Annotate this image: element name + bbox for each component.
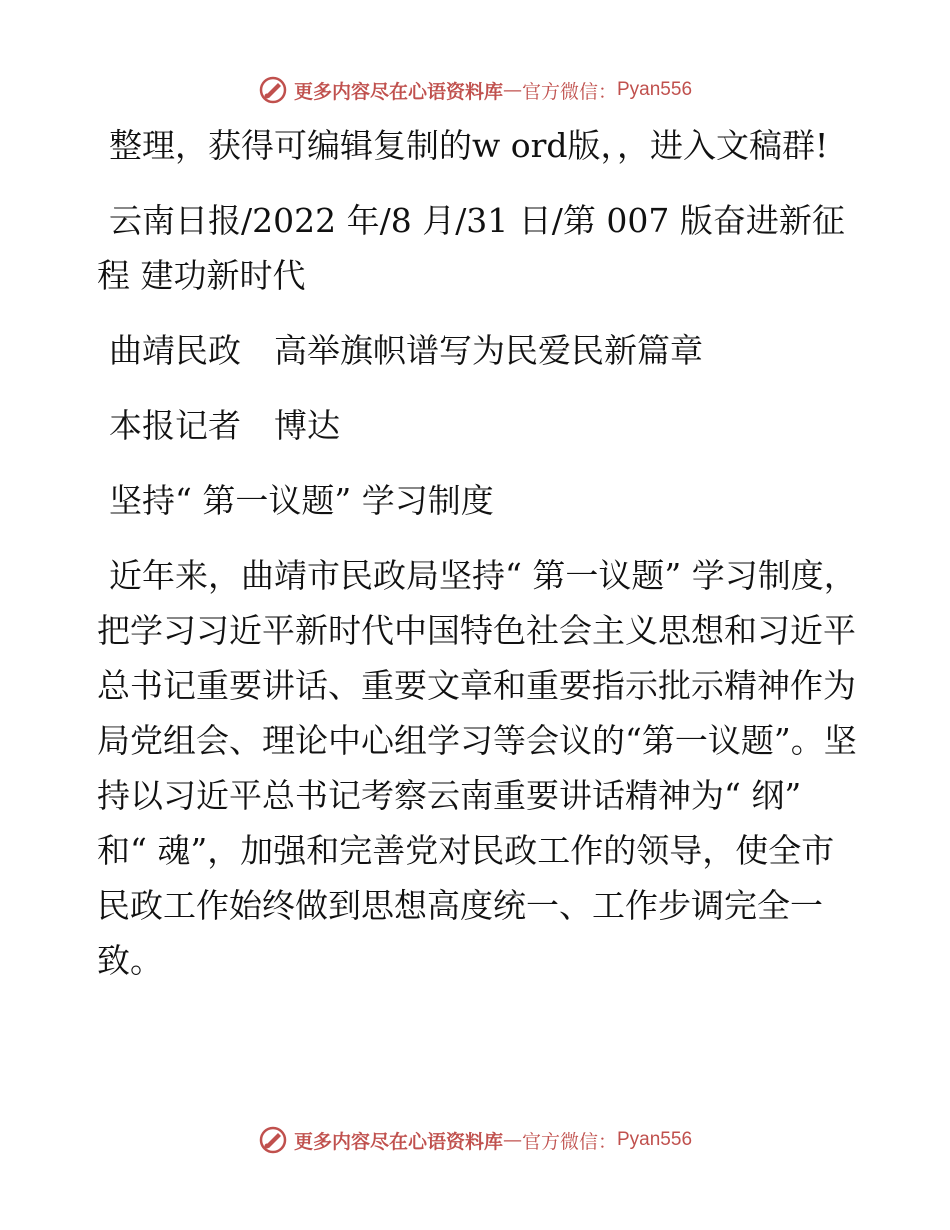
paragraph-body: 近年来，曲靖市民政局坚持“ 第一议题” 学习制度，把学习习近平新时代中国特色社会主义思想和习近平总书记重要讲话、重要文章和重要指示批示精神作为局党组会、理论中心组学习等会议的“第一议题”。坚持以习近平总书记考察云南重要讲话精神为“ 纲” 和“ 魂”，加强和完善党对民政工作的领导，使全市民政工作始终做到思想高度统一、工作步调完全一致。 [97, 556, 857, 980]
brush-logo-icon [258, 75, 288, 105]
brush-logo-icon [258, 1125, 288, 1155]
section-heading: 坚持“ 第一议题” 学习制度 [109, 481, 494, 520]
banner-separator: — [502, 1129, 522, 1151]
banner-main-text: 更多内容尽在心语资料库 [293, 80, 503, 103]
banner-separator: — [502, 79, 522, 101]
header-watermark-banner [0, 68, 950, 112]
footer-watermark-banner [0, 1118, 950, 1162]
banner-label: 官方微信： [521, 1130, 617, 1153]
banner-wechat-id: Pyan556 [617, 1129, 693, 1150]
article-title: 曲靖民政 高举旗帜谱写为民爱民新篇章 [109, 331, 703, 370]
banner-label: 官方微信： [521, 80, 617, 103]
document-body [97, 118, 857, 988]
banner-main-text: 更多内容尽在心语资料库 [293, 1130, 503, 1153]
paragraph-source-line: 云南日报/2022 年/8 月/31 日/第 007 版奋进新征程 建功新时代 [97, 201, 845, 295]
banner-wechat-id: Pyan556 [617, 79, 693, 100]
paragraph-intro: 整理，获得可编辑复制的w ord版，，进入文稿群! [109, 126, 829, 165]
article-byline: 本报记者 博达 [109, 406, 340, 445]
